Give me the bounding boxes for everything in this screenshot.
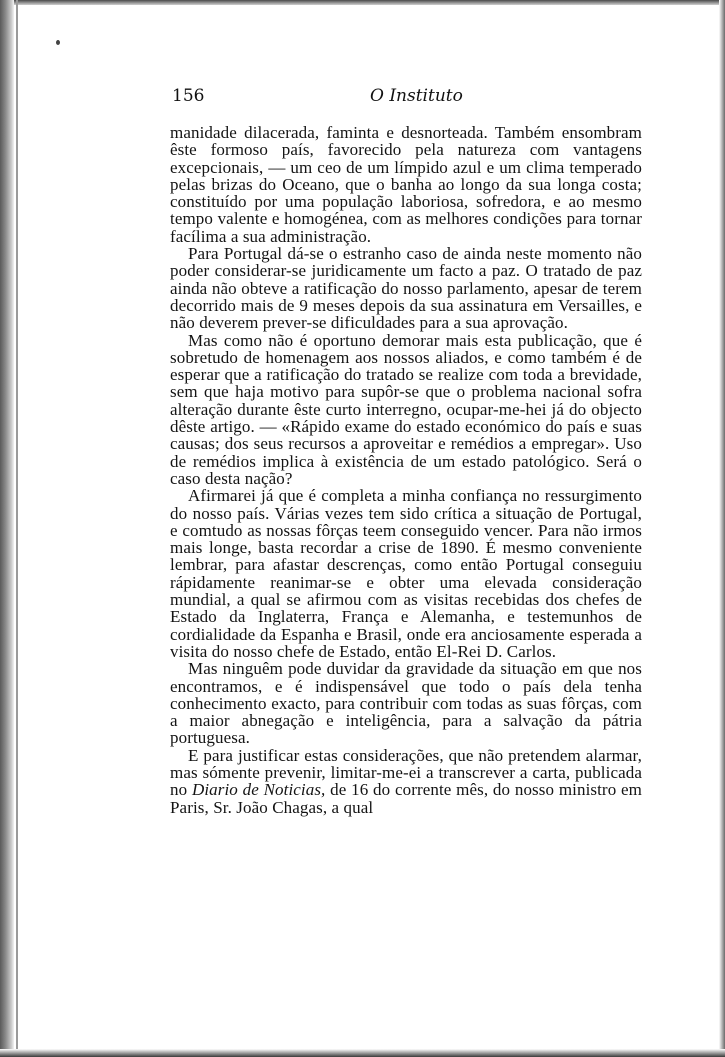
paragraph-6-text-b: de 16 do corrente mês, do nosso ministro em Paris, Sr. João Chagas, a qual <box>170 780 642 817</box>
running-title: O Instituto <box>370 86 463 106</box>
page-header <box>172 86 642 108</box>
paragraph-6 <box>170 747 642 816</box>
page-number: 156 <box>172 86 205 106</box>
page-right-edge <box>719 0 725 1057</box>
newspaper-title: Diario de Noticias, <box>191 780 326 800</box>
page-bottom-edge <box>0 1049 725 1057</box>
paragraph-5: Mas ninguêm pode duvidar da gravidade da situação em que nos encontramos, e é indispensável que todo o país dela tenha conhecimento exacto, para contribuir com todas as suas fôrças, com a maior abnegação e inteligência, para a salvação da pátria portuguesa. <box>170 659 642 748</box>
page-binding-gutter <box>0 0 14 1057</box>
ink-speck <box>56 40 60 45</box>
binding-line <box>16 0 18 1057</box>
body-text <box>170 124 642 816</box>
page-top-edge <box>0 0 725 5</box>
paragraph-6-text-a: E para justificar estas considerações, que não pretendem alarmar, mas sómente prevenir, limitar-me-ei a transcrever a carta, publicada no <box>170 745 642 800</box>
paragraph-4: Afirmarei já que é completa a minha confiança no ressurgimento do nosso país. Várias vezes tem sido crítica a situação de Portugal, e comtudo as nossas fôrças teem conseguido vencer. Para não irmos mais longe, basta recordar a crise de 1890. É mesmo conveniente lembrar, para afastar descrenças, como então Portugal conseguiu rápidamente reanimar-se e obter uma elevada consideração mundial, a qual se afirmou com as visitas recebidas dos chefes de Estado da Inglaterra, França e Alemanha, e testemunhos de cordialidade da Espanha e Brasil, onde era anciosamente esperada a visita do nosso chefe de Estado, então El-Rei D. Carlos. <box>170 486 642 661</box>
paragraph-3: Mas como não é oportuno demorar mais esta publicação, que é sobretudo de homenagem aos nossos aliados, e como também é de esperar que a ratificação do tratado se realize com toda a brevidade, sem que haja motivo para supôr-se que o problema nacional sofra alteração durante êste curto interregno, ocupar-me-hei já do objecto dêste artigo. — «Rápido exame do estado económico do país e suas causas; dos seus recursos a aproveitar e remédios a empregar». Uso de remédios implica à existência de um estado patológico. Será o caso desta nação? <box>170 330 642 488</box>
paragraph-1: manidade dilacerada, faminta e desnorteada. Também ensombram êste formoso país, favorecido pela natureza com vantagens excepcionais, — um ceo de um límpido azul e um clima temperado pelas brizas do Oceano, que o banha ao longo da sua longa costa; constituído por uma população laboriosa, sofredora, e ao mesmo tempo valente e homogénea, com as melhores condições para tornar facílima a sua administração. <box>170 123 642 246</box>
paragraph-2: Para Portugal dá-se o estranho caso de ainda neste momento não poder considerar-se juridicamente um facto a paz. O tratado de paz ainda não obteve a ratificação do nosso parlamento, apesar de terem decorrido mais de 9 meses depois da sua assinatura em Versailles, e não deverem prever-se dificuldades para a sua aprovação. <box>170 244 642 333</box>
